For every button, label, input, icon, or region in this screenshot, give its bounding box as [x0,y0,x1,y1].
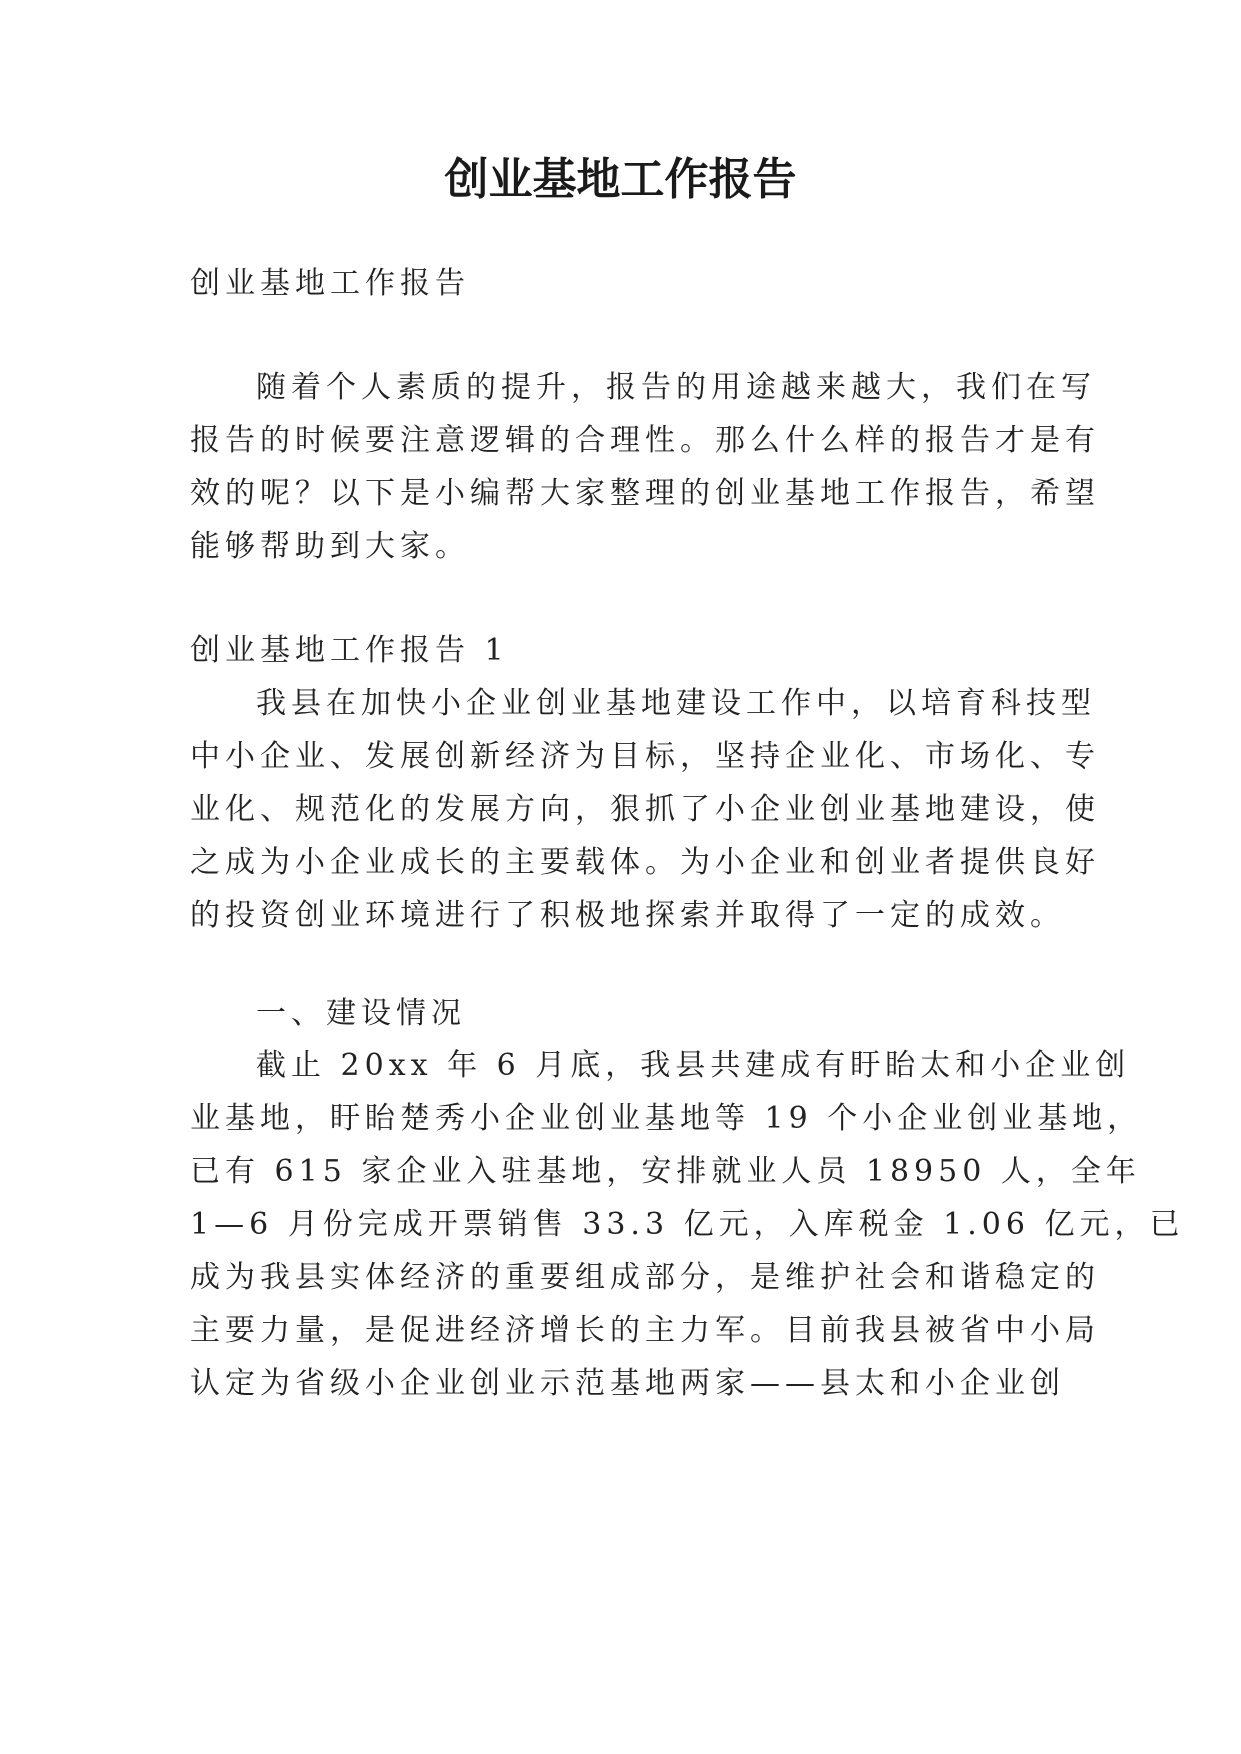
subsection-line: 主要力量，是促进经济增长的主力军。目前我县被省中小局 [190,1313,1100,1348]
section-line: 之成为小企业成长的主要载体。为小企业和创业者提供良好 [190,845,1100,880]
subsection-line: 认定为省级小企业创业示范基地两家——县太和小企业创 [190,1366,1065,1401]
subsection-line: 业基地，盱眙楚秀小企业创业基地等 19 个小企业创业基地， [190,1101,1143,1136]
intro-line: 效的呢？以下是小编帮大家整理的创业基地工作报告，希望 [190,476,1100,511]
section-line: 业化、规范化的发展方向，狠抓了小企业创业基地建设，使 [190,792,1100,827]
subsection-line: 1—6 月份完成开票销售 33.3 亿元，入库税金 1.06 亿元，已 [190,1207,1185,1242]
subsection-line: 成为我县实体经济的重要组成部分，是维护社会和谐稳定的 [190,1260,1100,1295]
subsection-line: 已有 615 家企业入驻基地，安排就业人员 18950 人，全年 [190,1154,1141,1189]
section-line: 的投资创业环境进行了积极地探索并取得了一定的成效。 [190,898,1065,933]
section-line: 中小企业、发展创新经济为目标，坚持企业化、市场化、专 [190,739,1100,774]
subsection-heading: 一、建设情况 [256,996,466,1031]
subsection-line: 截止 20xx 年 6 月底，我县共建成有盱眙太和小企业创 [256,1048,1131,1083]
intro-line: 随着个人素质的提升，报告的用途越来越大，我们在写 [256,370,1096,405]
intro-line: 能够帮助到大家。 [190,529,470,564]
document-subtitle: 创业基地工作报告 [190,266,470,301]
section-heading: 创业基地工作报告 1 [190,633,509,668]
document-title: 创业基地工作报告 [444,154,797,205]
section-line: 我县在加快小企业创业基地建设工作中，以培育科技型 [256,686,1096,721]
intro-line: 报告的时候要注意逻辑的合理性。那么什么样的报告才是有 [190,423,1100,458]
